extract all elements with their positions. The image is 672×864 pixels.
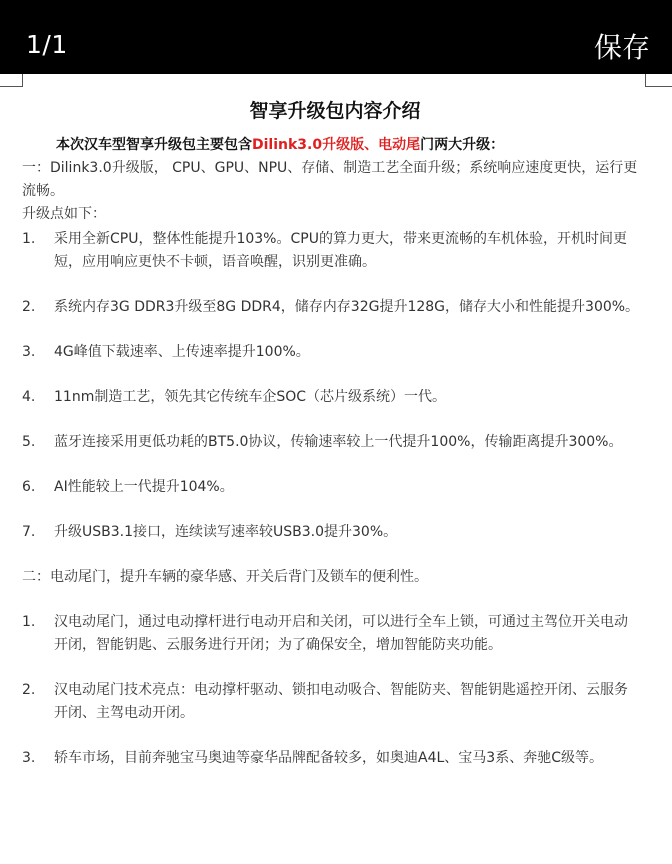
item-text: 升级USB3.1接口，连续读写速率较USB3.0提升30%。 — [54, 524, 398, 540]
item-number: 5. — [22, 434, 36, 450]
list-item — [22, 431, 640, 454]
item-number: 2. — [22, 682, 36, 698]
intro-prefix: 本次汉车型智享升级包主要包含 — [56, 137, 252, 153]
item-number: 3. — [22, 344, 36, 360]
list-item — [22, 611, 640, 657]
item-text: 系统内存3G DDR3升级至8G DDR4，储存内存32G提升128G，储存大小和性能提升300%。 — [54, 299, 640, 315]
crop-mark-right — [645, 74, 672, 87]
section2-heading: 二：电动尾门，提升车辆的豪华感、开关后背门及锁车的便利性。 — [22, 569, 428, 585]
intro-highlight-tailgate: 电动尾 — [378, 137, 421, 153]
intro-suffix: 门两大升级： — [420, 137, 505, 153]
section1-heading: 一：Dilink3.0升级版， CPU、GPU、NPU、存储、制造工艺全面升级；系统响应速度更快，运行更流畅。 — [22, 160, 638, 199]
item-text: 采用全新CPU，整体性能提升103%。CPU的算力更大，带来更流畅的车机体验，开机时间更短，应用响应更快不卡顿，语音唤醒，识别更准确。 — [54, 231, 627, 270]
list-item — [22, 521, 640, 544]
list-item — [22, 341, 640, 364]
intro-separator: 、 — [364, 137, 379, 153]
intro-highlight-dilink: Dilink3.0升级版 — [252, 137, 365, 153]
list-item — [22, 386, 640, 409]
item-number: 6. — [22, 479, 36, 495]
list-item — [22, 747, 640, 770]
item-number: 1. — [22, 231, 36, 247]
document-title: 智享升级包内容介绍 — [249, 100, 421, 122]
item-number: 1. — [22, 614, 36, 630]
save-button[interactable]: 保存 — [593, 31, 650, 64]
item-text: 蓝牙连接采用更低功耗的BT5.0协议，传输速率较上一代提升100%，传输距离提升300%。 — [54, 434, 623, 450]
section1-subheading: 升级点如下： — [22, 206, 106, 222]
item-text: 汉电动尾门，通过电动撑杆进行电动开启和关闭，可以进行全车上锁，可通过主驾位开关电动开闭，智能钥匙、云服务进行开闭；为了确保安全，增加智能防夹功能。 — [54, 614, 628, 653]
top-bar — [0, 0, 672, 74]
item-text: 轿车市场，目前奔驰宝马奥迪等豪华品牌配备较多，如奥迪A4L、宝马3系、奔驰C级等。 — [54, 750, 603, 766]
item-number: 4. — [22, 389, 36, 405]
item-text: 4G峰值下载速率、上传速率提升100%。 — [54, 344, 310, 360]
item-text: 汉电动尾门技术亮点：电动撑杆驱动、锁扣电动吸合、智能防夹、智能钥匙遥控开闭、云服务开闭、主驾电动开闭。 — [54, 682, 628, 721]
page-counter: 1/1 — [26, 30, 68, 59]
item-number: 2. — [22, 299, 36, 315]
crop-mark-left — [0, 74, 23, 87]
list-item — [22, 228, 640, 274]
item-text: 11nm制造工艺，领先其它传统车企SOC（芯片级系统）一代。 — [54, 389, 447, 405]
intro-line — [22, 134, 640, 157]
item-number: 7. — [22, 524, 36, 540]
item-number: 3. — [22, 750, 36, 766]
list-item — [22, 476, 640, 499]
list-item — [22, 296, 640, 319]
list-item — [22, 679, 640, 725]
document-page — [22, 96, 640, 770]
item-text: AI性能较上一代提升104%。 — [54, 479, 234, 495]
